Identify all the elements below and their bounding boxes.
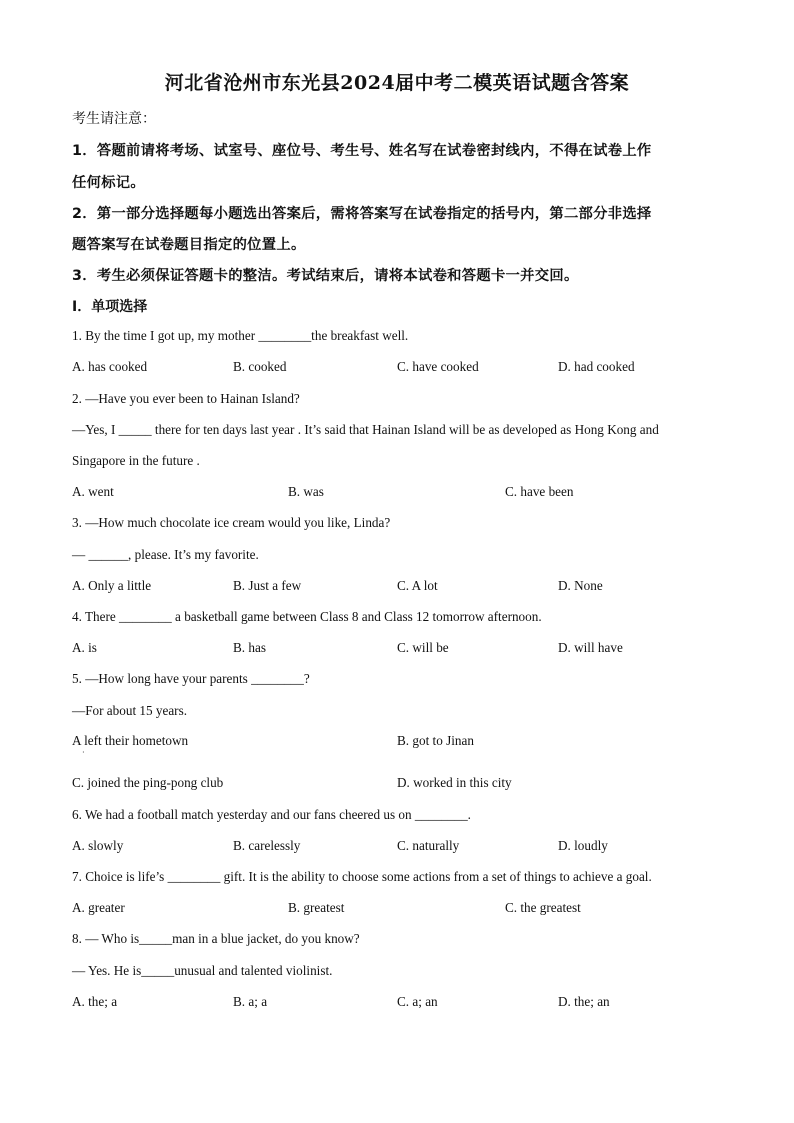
page-title: 河北省沧州市东光县2024届中考二模英语试题含答案 (164, 72, 630, 94)
question-8-line-2: — Yes. He is_____unusual and talented violinist. (72, 963, 333, 978)
question-4-stem: 4. There ________ a basketball game between Class 8 and Class 12 tomorrow afternoon. (72, 609, 542, 624)
question-8-option-d[interactable]: D. the; an (558, 994, 610, 1009)
notice-item-1-line-2: 任何标记。 (72, 175, 145, 191)
section-heading: Ⅰ．单项选择 (72, 299, 148, 315)
question-1-option-b[interactable]: B. cooked (233, 359, 287, 374)
question-5-line-2: —For about 15 years. (72, 703, 188, 718)
question-5-option-a[interactable]: A left their hometown (72, 733, 189, 748)
question-7-option-c[interactable]: C. the greatest (505, 900, 581, 915)
question-4-option-b[interactable]: B. has (233, 640, 266, 655)
question-2-line-2: —Yes, I _____ there for ten days last year . It’s said that Hainan Island will be as developed as Hong Kong and (72, 422, 659, 437)
question-4-option-d[interactable]: D. will have (558, 640, 623, 655)
question-3-line-2: — ______, please. It’s my favorite. (72, 547, 259, 562)
question-5-option-d[interactable]: D. worked in this city (397, 775, 512, 790)
option-a-dot-mark: · (82, 748, 85, 757)
question-7-stem: 7. Choice is life’s ________ gift. It is the ability to choose some actions from a set of things to achieve a goal. (72, 869, 652, 884)
question-5-stem: 5. —How long have your parents ________? (72, 671, 310, 686)
question-2-option-a[interactable]: A. went (72, 484, 114, 499)
question-6-option-d[interactable]: D. loudly (558, 838, 608, 853)
question-1-option-c[interactable]: C. have cooked (397, 359, 479, 374)
question-2-line-3: Singapore in the future . (72, 453, 200, 468)
question-8-option-c[interactable]: C. a; an (397, 994, 438, 1009)
question-2-option-c[interactable]: C. have been (505, 484, 574, 499)
question-2-option-b[interactable]: B. was (288, 484, 324, 499)
question-6-stem: 6. We had a football match yesterday and our fans cheered us on ________. (72, 807, 471, 822)
question-8-stem: 8. — Who is_____man in a blue jacket, do you know? (72, 931, 360, 946)
question-3-option-b[interactable]: B. Just a few (233, 578, 302, 593)
question-8-option-a[interactable]: A. the; a (72, 994, 118, 1009)
question-3-option-d[interactable]: D. None (558, 578, 603, 593)
notice-item-1-line-1: 1．答题前请将考场、试室号、座位号、考生号、姓名写在试卷密封线内，不得在试卷上作 (72, 143, 652, 159)
notice-heading: 考生请注意： (72, 111, 156, 127)
question-4-option-c[interactable]: C. will be (397, 640, 449, 655)
question-5-option-b[interactable]: B. got to Jinan (397, 733, 474, 748)
question-7-option-b[interactable]: B. greatest (288, 900, 345, 915)
question-3-option-c[interactable]: C. A lot (397, 578, 438, 593)
notice-item-2-line-2: 题答案写在试卷题目指定的位置上。 (72, 237, 306, 253)
question-1-stem: 1. By the time I got up, my mother ________the breakfast well. (72, 328, 409, 343)
question-8-option-b[interactable]: B. a; a (233, 994, 268, 1009)
notice-item-2-line-1: 2．第一部分选择题每小题选出答案后，需将答案写在试卷指定的括号内，第二部分非选择 (72, 206, 652, 222)
question-1-option-a[interactable]: A. has cooked (72, 359, 148, 374)
question-6-option-a[interactable]: A. slowly (72, 838, 124, 853)
question-5-option-c[interactable]: C. joined the ping-pong club (72, 775, 224, 790)
question-6-option-b[interactable]: B. carelessly (233, 838, 301, 853)
question-3-stem: 3. —How much chocolate ice cream would you like, Linda? (72, 515, 391, 530)
question-1-option-d[interactable]: D. had cooked (558, 359, 635, 374)
question-6-option-c[interactable]: C. naturally (397, 838, 460, 853)
notice-item-3: 3．考生必须保证答题卡的整洁。考试结束后，请将本试卷和答题卡一并交回。 (72, 268, 579, 284)
question-4-option-a[interactable]: A. is (72, 640, 97, 655)
question-2-stem: 2. —Have you ever been to Hainan Island? (72, 391, 300, 406)
question-3-option-a[interactable]: A. Only a little (72, 578, 152, 593)
question-7-option-a[interactable]: A. greater (72, 900, 125, 915)
